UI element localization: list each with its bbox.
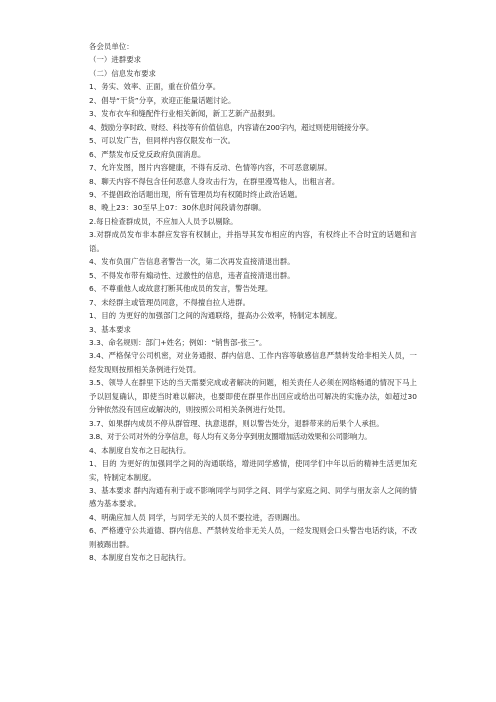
- rule-item: 8、晚上23：30至早上07：30休息时间段请勿群聊。: [89, 203, 266, 213]
- rule-item: 5、可以发广告，但同样内容仅限发布一次。: [89, 136, 236, 146]
- rule-item: 3、基本要求: [89, 324, 131, 334]
- rule-item: 6、不尊重他人或故意打断其他成员的发言，警告处理。: [89, 284, 273, 294]
- rule-item: 4、明确应加人员 同学，与同学无关的人员不要拉进，否则踢出。: [89, 512, 305, 522]
- section-heading-1: （一）进群要求: [89, 55, 142, 65]
- rule-item: 3、基本要求 群内沟通有利于或不影响同学与同学之间、同学与家庭之间、同学与朋友亲人之间的情感为基本要求。: [89, 485, 417, 509]
- rule-item: 1、目的 为更好的加强同学之间的沟通联络，增进同学感情，使同学们中年以后的精神生活更加充实，特制定本制度。: [89, 459, 417, 482]
- section-heading-2: （二）信息发布要求: [89, 68, 156, 78]
- rule-item: 6、严格遵守公共道德、群内信息、严禁转发给非无关人员，一经发现则会口头警告电话约谈，不改则被踢出群。: [89, 526, 417, 549]
- rule-item: 3.5、领导人在群里下达的当天需要完成或者解决的问题，相关责任人必须在网络畅通的情况下马上予以回复确认，即使当时难以解决，也要即使在群里作出回应或给出可解决的实施办法，如超过30分钟依然没有回应或解决的，则按照公司相关条例进行处罚。: [89, 378, 417, 415]
- rule-item: 3.8、对于公司对外的分享信息，每人均有义务分享到朋友圈增加活动效果和公司影响力。: [89, 432, 372, 442]
- rule-item: 6、严禁发布反党反政府负面消息。: [89, 149, 206, 159]
- rule-item: 7、允许发图，图片内容健康，不得有反动、色情等内容，不可恶意刷屏。: [89, 163, 332, 173]
- rule-item: 4、鼓励分享时政、财经、科技等有价值信息，内容请在200字内，超过则使用链接分享。: [89, 122, 374, 132]
- rule-item: 9、不提倡政治话题出现，所有管理员均有权随时终止政治话题。: [89, 189, 303, 199]
- rule-item: 4、本制度自发布之日起执行。: [89, 445, 191, 455]
- rule-item: 3.4、严格保守公司机密，对业务通报、群内信息、工作内容等敏感信息严禁转发给非相关人员，一经发现则按照相关条例进行处罚。: [89, 351, 417, 374]
- rule-item: 4、发布负面广告信息者警告一次，第二次再发直接清退出群。: [89, 257, 295, 267]
- rule-item: 3.7、如果群内成员不停从群管理、执意退群，则以警告处分，退群带来的后果个人承担。: [89, 418, 384, 428]
- rule-item: 1、目的 为更好的加强部门之间的沟通联络，提高办公效率，特制定本制度。: [89, 311, 342, 321]
- rule-item: 1、务实、效率、正面，重在价值分享。: [89, 82, 221, 92]
- greeting-line: 各会员单位：: [89, 42, 134, 51]
- rule-item: 5、不得发布带有煽动性、过激性的信息，违者直接清退出群。: [89, 270, 295, 280]
- rule-item: 8、本制度自发布之日起执行。: [89, 553, 191, 563]
- rule-item: 3、发布衣车和缝配件行业相关新闻，新工艺新产品报到。: [89, 109, 280, 119]
- document-body: [89, 40, 417, 565]
- rule-item: 8、聊天内容不得包含任何恶意人身攻击行为，在群里漫骂他人，出粗言者。: [89, 176, 340, 186]
- rule-item: 3.3、命名规则：部门+姓名；例如：“销售部-张三”。: [89, 337, 267, 347]
- rule-item: 2.每日检查群成员，不应加入人员予以剔除。: [89, 216, 238, 226]
- rule-item: 7、未经群主或管理员同意，不得擅自拉人进群。: [89, 297, 251, 307]
- rule-item: 2、倡导“干货”分享，欢迎正能量话题讨论。: [89, 95, 236, 105]
- rule-item: 3.对群成员发布非本群应发容有权制止，并指导其发布相应的内容，有权终止不合时宜的话题和言语。: [89, 230, 417, 253]
